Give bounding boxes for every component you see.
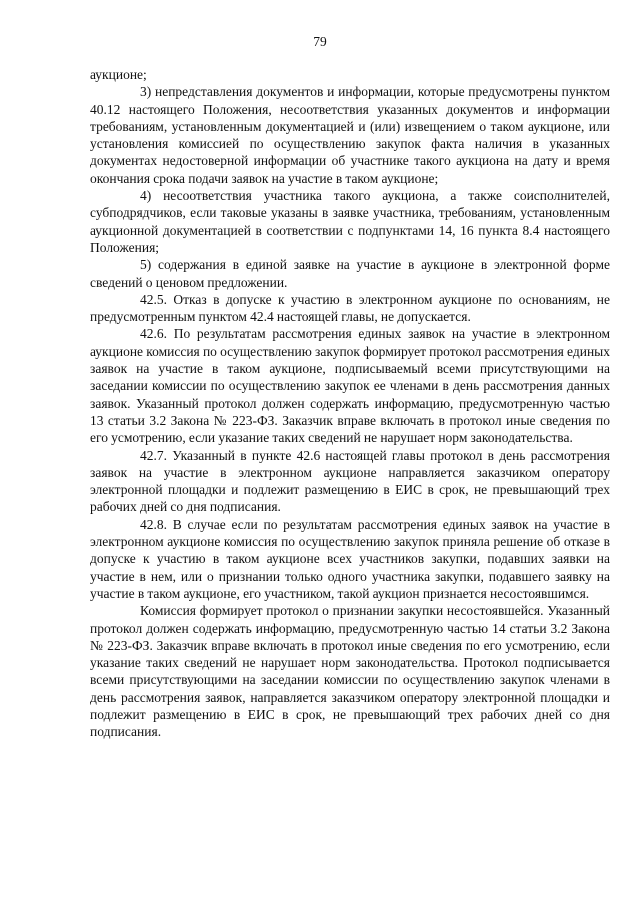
paragraph-continuation: аукционе; [90, 67, 147, 82]
paragraph-commission-protocol: Комиссия формирует протокол о признании закупки несостоявшейся. Указанный протокол должен содержать информацию, предусмотренную частью 14 статьи 3.2 Закона № 223-ФЗ. Заказчик вправе включать в протокол иные сведения по его усмотрению, если указание таких сведений не нарушает норм законодательства. Протокол подписывается всеми присутствующими на заседании комиссии по осуществлению закупок членами в день рассмотрения заявок, направляется заказчиком оператору электронной площадки и подлежит размещению в ЕИС в срок, не превышающий трех рабочих дней со дня подписания. [90, 603, 610, 740]
page-number: 79 [313, 34, 327, 49]
document-body [90, 66, 610, 741]
paragraph-42-7: 42.7. Указанный в пункте 42.6 настоящей главы протокол в день рассмотрения заявок на участие в электронном аукционе направляется заказчиком оператору электронной площадки и подлежит размещению в ЕИС в срок, не превышающий трех рабочих дней со дня подписания. [90, 447, 610, 515]
paragraph-item-3: 3) непредставления документов и информации, которые предусмотрены пунктом 40.12 настоящего Положения, несоответствия указанных документов и информации требованиям, установленным документацией и (или) извещением о таком аукционе, или установления комиссией по осуществлению закупок факта наличия в указанных документах недостоверной информации об участнике такого аукциона на дату и время окончания срока подачи заявок на участие в таком аукционе; [90, 84, 610, 186]
paragraph-42-6: 42.6. По результатам рассмотрения единых заявок на участие в электронном аукционе комиссия по осуществлению закупок формирует протокол рассмотрения единых заявок на участие в таком аукционе, подписываемый всеми присутствующими на заседании комиссии по осуществлению закупок ее членами в день рассмотрения данных заявок. Указанный протокол должен содержать информацию, предусмотренную частью 13 статьи 3.2 Закона № 223-ФЗ. Заказчик вправе включать в протокол иные сведения по его усмотрению, если указание таких сведений не нарушает норм законодательства. [90, 326, 610, 446]
paragraph-item-4: 4) несоответствия участника такого аукциона, а также соисполнителей, субподрядчиков, если таковые указаны в заявке участника, требованиям, установленным аукционной документацией в соответствии с подпунктами 14, 16 пункта 8.4 настоящего Положения; [90, 188, 610, 255]
paragraph-42-8: 42.8. В случае если по результатам рассмотрения единых заявок на участие в электронном аукционе комиссия по осуществлению закупок приняла решение об отказе в допуске к участию в таком аукционе всех участников закупки, подавших заявки на участие в нем, или о признании только одного участника закупки, подавшего заявку на участие в таком аукционе, его участником, такой аукцион признается несостоявшимся. [90, 516, 610, 601]
paragraph-42-5: 42.5. Отказ в допуске к участию в электронном аукционе по основаниям, не предусмотренным пунктом 42.4 настоящей главы, не допускается. [90, 291, 610, 325]
paragraph-item-5: 5) содержания в единой заявке на участие в аукционе в электронной форме сведений о ценовом предложении. [90, 257, 610, 290]
